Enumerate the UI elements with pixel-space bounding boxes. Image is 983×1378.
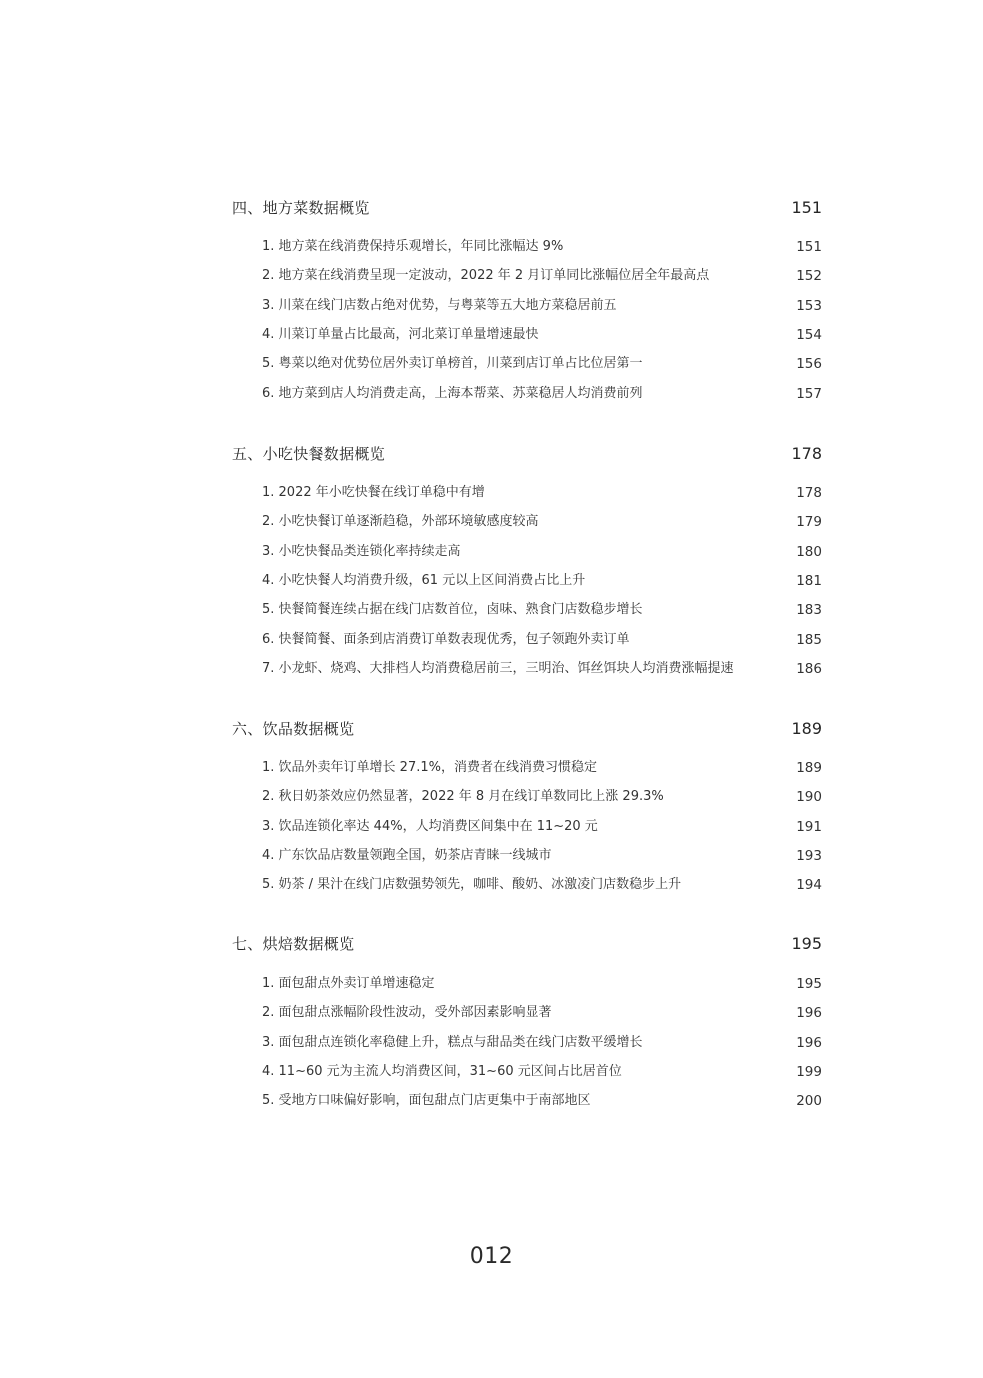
entry-title: 5. 受地方口味偏好影响，面包甜点门店更集中于南部地区 — [262, 1093, 591, 1108]
entry-page-number: 178 — [796, 485, 822, 501]
toc-entry[interactable] — [262, 599, 822, 621]
entry-title: 3. 小吃快餐品类连锁化率持续走高 — [262, 544, 461, 559]
toc-entry[interactable] — [262, 786, 822, 808]
entry-page-number: 185 — [796, 632, 822, 648]
entry-title: 3. 面包甜点连锁化率稳健上升，糕点与甜品类在线门店数平缓增长 — [262, 1035, 643, 1050]
toc-entry[interactable] — [262, 353, 822, 375]
section-title: 六、饮品数据概览 — [232, 720, 355, 738]
entry-page-number: 151 — [796, 239, 822, 255]
entry-title: 7. 小龙虾、烧鸡、大排档人均消费稳居前三，三明治、饵丝饵块人均消费涨幅提速 — [262, 661, 734, 676]
toc-entry[interactable] — [262, 1032, 822, 1054]
entry-page-number: 195 — [796, 976, 822, 992]
entry-page-number: 194 — [796, 877, 822, 893]
entry-title: 2. 面包甜点涨幅阶段性波动，受外部因素影响显著 — [262, 1005, 552, 1020]
entry-title: 2. 秋日奶茶效应仍然显著，2022 年 8 月在线订单数同比上涨 29.3% — [262, 789, 664, 804]
entry-title: 1. 面包甜点外卖订单增速稳定 — [262, 976, 435, 991]
entry-page-number: 180 — [796, 544, 822, 560]
entry-title: 6. 快餐简餐、面条到店消费订单数表现优秀，包子领跑外卖订单 — [262, 632, 630, 647]
entry-page-number: 200 — [796, 1093, 822, 1109]
section-title: 四、地方菜数据概览 — [232, 199, 370, 217]
section-heading[interactable] — [232, 196, 822, 220]
toc-entry[interactable] — [262, 1061, 822, 1083]
entry-page-number: 179 — [796, 514, 822, 530]
toc-entry[interactable] — [262, 236, 822, 258]
toc-entry[interactable] — [262, 570, 822, 592]
toc-entry[interactable] — [262, 629, 822, 651]
section-page-number: 178 — [791, 444, 822, 463]
entry-page-number: 196 — [796, 1035, 822, 1051]
page-number-footer: 012 — [469, 1244, 514, 1269]
entry-page-number: 189 — [796, 760, 822, 776]
entry-title: 4. 川菜订单量占比最高，河北菜订单量增速最快 — [262, 327, 539, 342]
entry-page-number: 153 — [796, 298, 822, 314]
toc-entry[interactable] — [262, 541, 822, 563]
entry-title: 3. 饮品连锁化率达 44%，人均消费区间集中在 11~20 元 — [262, 819, 598, 834]
entry-title: 1. 地方菜在线消费保持乐观增长，年同比涨幅达 9% — [262, 239, 564, 254]
entry-page-number: 193 — [796, 848, 822, 864]
toc-entry[interactable] — [262, 658, 822, 680]
entry-title: 6. 地方菜到店人均消费走高，上海本帮菜、苏菜稳居人均消费前列 — [262, 386, 643, 401]
toc-entry[interactable] — [262, 973, 822, 995]
entry-page-number: 190 — [796, 789, 822, 805]
toc-entry[interactable] — [262, 874, 822, 896]
entry-title: 5. 奶茶 / 果汁在线门店数强势领先，咖啡、酸奶、冰激凌门店数稳步上升 — [262, 877, 682, 892]
toc-entry[interactable] — [262, 1002, 822, 1024]
entry-title: 5. 快餐简餐连续占据在线门店数首位，卤味、熟食门店数稳步增长 — [262, 602, 643, 617]
section-page-number: 189 — [791, 719, 822, 738]
section-heading[interactable] — [232, 932, 822, 956]
section-title: 七、烘焙数据概览 — [232, 935, 355, 953]
toc-entry[interactable] — [262, 324, 822, 346]
entry-page-number: 154 — [796, 327, 822, 343]
toc-entry[interactable] — [262, 511, 822, 533]
entry-title: 4. 11~60 元为主流人均消费区间，31~60 元区间占比居首位 — [262, 1064, 622, 1079]
toc-entry[interactable] — [262, 383, 822, 405]
entry-title: 4. 小吃快餐人均消费升级，61 元以上区间消费占比上升 — [262, 573, 586, 588]
entry-page-number: 181 — [796, 573, 822, 589]
toc-entry[interactable] — [262, 1090, 822, 1112]
toc-entry[interactable] — [262, 482, 822, 504]
toc-entry[interactable] — [262, 265, 822, 287]
entry-page-number: 199 — [796, 1064, 822, 1080]
entry-title: 1. 饮品外卖年订单增长 27.1%，消费者在线消费习惯稳定 — [262, 760, 597, 775]
entry-title: 2. 地方菜在线消费呈现一定波动，2022 年 2 月订单同比涨幅位居全年最高点 — [262, 268, 710, 283]
entry-title: 4. 广东饮品店数量领跑全国，奶茶店青睐一线城市 — [262, 848, 552, 863]
entry-title: 5. 粤菜以绝对优势位居外卖订单榜首，川菜到店订单占比位居第一 — [262, 356, 643, 371]
entry-title: 2. 小吃快餐订单逐渐趋稳，外部环境敏感度较高 — [262, 514, 539, 529]
toc-entry[interactable] — [262, 816, 822, 838]
section-heading[interactable] — [232, 442, 822, 466]
entry-title: 3. 川菜在线门店数占绝对优势，与粤菜等五大地方菜稳居前五 — [262, 298, 617, 313]
entry-page-number: 152 — [796, 268, 822, 284]
entry-page-number: 196 — [796, 1005, 822, 1021]
entry-page-number: 191 — [796, 819, 822, 835]
toc-entry[interactable] — [262, 757, 822, 779]
toc-entry[interactable] — [262, 845, 822, 867]
section-title: 五、小吃快餐数据概览 — [232, 445, 386, 463]
entry-title: 1. 2022 年小吃快餐在线订单稳中有增 — [262, 485, 485, 500]
entry-page-number: 183 — [796, 602, 822, 618]
entry-page-number: 157 — [796, 386, 822, 402]
entry-page-number: 156 — [796, 356, 822, 372]
section-page-number: 195 — [791, 934, 822, 953]
toc-entry[interactable] — [262, 295, 822, 317]
section-page-number: 151 — [791, 198, 822, 217]
section-heading[interactable] — [232, 717, 822, 741]
entry-page-number: 186 — [796, 661, 822, 677]
